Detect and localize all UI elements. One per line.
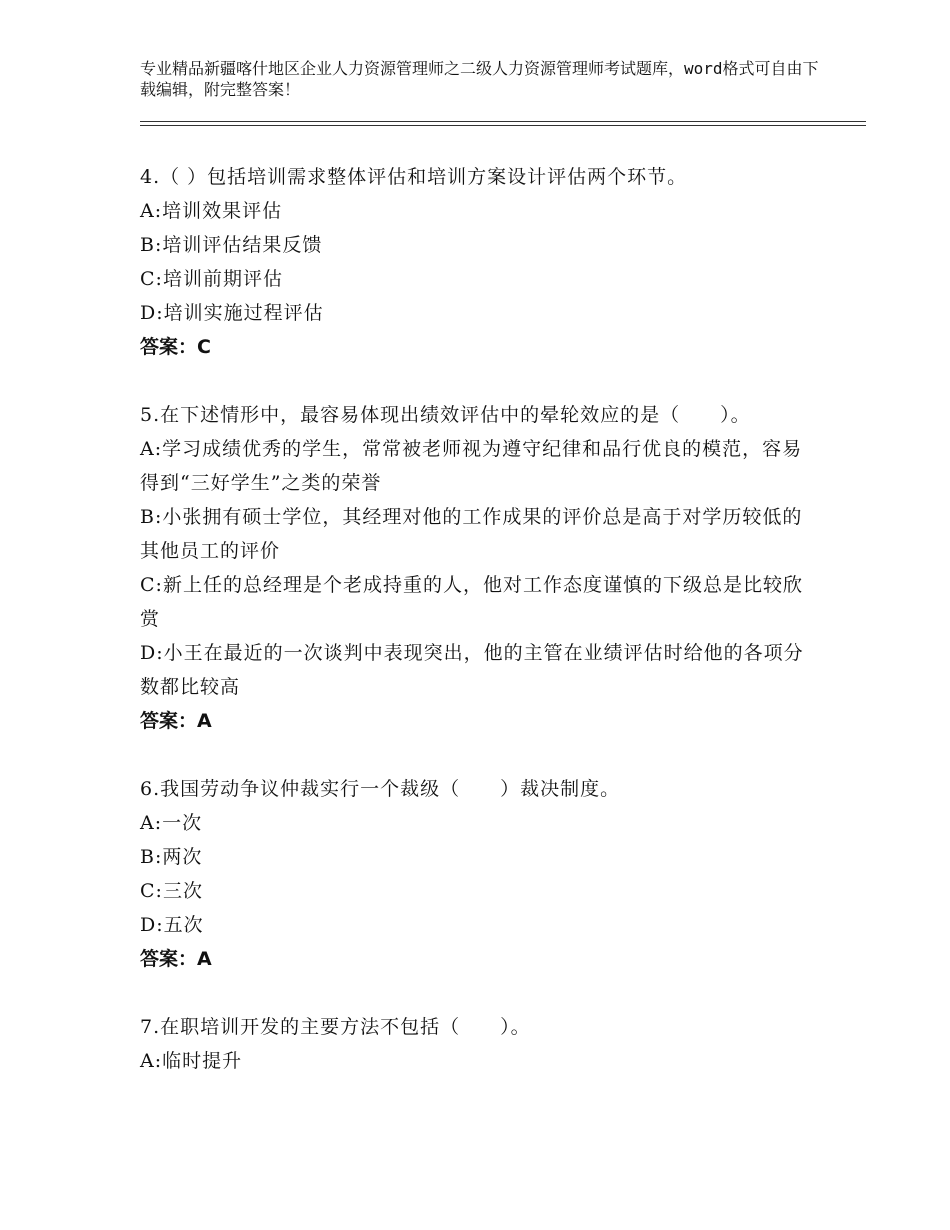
question-6 [140,772,810,976]
answer-label: 答案：C [140,336,211,358]
document-header: 专业精品新疆喀什地区企业人力资源管理师之二级人力资源管理师考试题库，word格式可自由下载编辑，附完整答案！ [140,59,819,99]
option-a: A:学习成绩优秀的学生，常常被老师视为遵守纪律和品行优良的模范，容易得到“三好学生”之类的荣誉 [140,438,803,494]
option-b: B:两次 [140,846,203,868]
answer-label: 答案：A [140,948,212,970]
option-c: C:新上任的总经理是个老成持重的人，他对工作态度谨慎的下级总是比较欣赏 [140,574,803,630]
option-b: B:小张拥有硕士学位，其经理对他的工作成果的评价总是高于对学历较低的其他员工的评价 [140,506,803,562]
question-4 [140,160,810,364]
question-stem: 4.（ ）包括培训需求整体评估和培训方案设计评估两个环节。 [140,166,688,188]
header-divider-bottom [140,125,866,126]
option-a: A:一次 [140,812,203,834]
question-list [140,160,810,1112]
option-d: D:培训实施过程评估 [140,302,324,324]
question-7 [140,1010,810,1078]
answer-label: 答案：A [140,710,212,732]
option-a: A:临时提升 [140,1050,243,1072]
question-stem: 5.在下述情形中，最容易体现出绩效评估中的晕轮效应的是（ ）。 [140,404,751,426]
question-5 [140,398,810,738]
option-c: C:三次 [140,880,203,902]
option-b: B:培训评估结果反馈 [140,234,323,256]
header-divider-top [140,121,866,122]
option-d: D:小王在最近的一次谈判中表现突出，他的主管在业绩评估时给他的各项分数都比较高 [140,642,804,698]
option-d: D:五次 [140,914,204,936]
option-a: A:培训效果评估 [140,200,283,222]
option-c: C:培训前期评估 [140,268,283,290]
question-stem: 6.我国劳动争议仲裁实行一个裁级（ ）裁决制度。 [140,778,621,800]
question-stem: 7.在职培训开发的主要方法不包括（ ）。 [140,1016,531,1038]
